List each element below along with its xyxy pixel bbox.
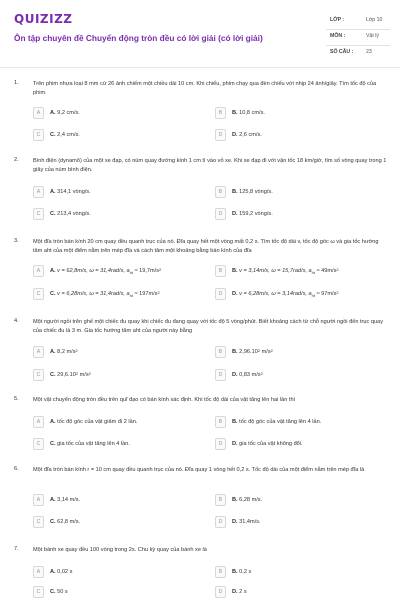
question-number: 7. [14,546,19,552]
page-header [0,0,400,68]
quizizz-logo: QUIZIZZ [14,12,73,26]
option-letter: C [33,208,44,220]
option-b[interactable]: B B. 6,28 m/s. [215,494,375,506]
option-letter: B [215,265,226,277]
question-text: Một đĩa tròn bán kính 20 cm quay đều quanh trục của nó. Đĩa quay hết một vòng mất 0,2 s. Tìm tốc độ dài v, tốc độ góc ω và gia tốc hướng tâm aht của một điểm nằm trên mép đĩa và cách tâm một khoảng bằng bán kính của đĩa [33,239,379,254]
option-text: 0,02 s [57,569,73,575]
option-d[interactable]: D D. 159,2 vòng/s. [215,208,375,220]
question-text: Một người ngồi trên ghế một chiếc đu quay khi chiếc đu đang quay với tốc độ 5 vòng/phút. Biết khoảng cách từ chỗ người ngồi đến trục quay của chiếc đu là 3 m. Gia tốc hướng tâm aht của người này bằng [33,319,383,334]
option-c[interactable]: C C. 213,4 vòng/s. [33,208,193,220]
question-text: Một đĩa tròn bán kính r = 10 cm quay đều quanh trục của nó. Đĩa quay 1 vòng hết 0,2 s. Tốc độ dài của một điểm nằm trên mép đĩa là [33,467,365,473]
option-text: v = 62,8m/s, ω = 31,4rad/s, a [57,268,130,274]
option-letter: C [33,516,44,528]
subject-field [326,30,390,44]
option-letter: A [33,566,44,578]
option-text: 125,8 vòng/s. [239,189,273,195]
class-field [326,14,390,28]
option-text: 3,14 m/s. [57,497,81,503]
option-letter: B [215,416,226,428]
option-letter: D [215,288,226,300]
option-letter: B [215,566,226,578]
option-letter: C [33,288,44,300]
subject-value: Vật lý [366,33,379,39]
option-d[interactable]: D D. gia tốc của vật không đổi. [215,438,375,450]
option-a[interactable]: A A. 8,2 $m/s^2$ [33,346,193,358]
option-letter: B [215,186,226,198]
option-b[interactable]: B B. tốc độ góc của vật tăng lên 4 lần. [215,416,375,428]
option-d[interactable]: D D. 2,6 cm/s. [215,129,375,141]
option-text: 6,28 m/s. [239,497,263,503]
option-b[interactable]: B B. 0,2 s [215,566,375,578]
option-letter: C [33,129,44,141]
question-number: 5. [14,396,19,402]
option-text: 2,4 cm/s. [57,132,80,138]
option-c[interactable]: C C. 50 s [33,586,193,598]
option-letter: A [33,186,44,198]
option-text: tốc độ góc của vật giảm đi 2 lần. [57,419,138,425]
option-text: 2,6 cm/s. [239,132,262,138]
option-c[interactable]: C C. 29,6.10$^2$ $m/s^2$ [33,369,193,381]
option-text: 9,2 cm/s. [57,110,80,116]
option-a[interactable]: A A. 3,14 m/s. [33,494,193,506]
option-text: 0,83 m/s [239,372,261,378]
option-c[interactable]: C C. 2,4 cm/s. [33,129,193,141]
option-letter: D [215,208,226,220]
question-count-label: SỐ CÂU : [330,49,354,55]
option-letter: C [33,586,44,598]
option-text: 62,8 m/s. [57,519,81,525]
option-text: 8,2 m/s [57,349,76,355]
option-b[interactable]: B B. 125,8 vòng/s. [215,186,375,198]
subject-label: MÔN : [330,33,346,39]
option-text: 2 s [239,589,247,595]
option-text: gia tốc của vật không đổi. [239,441,303,447]
option-text: v = 3,14m/s, ω = 15,7rad/s, a [239,268,312,274]
question-text: Trên phim nhựa loại 8 mm cứ 26 ảnh chiếm một chiều dài 10 cm. Khi chiếu, phim chạy qua đèn chiếu với nhịp 24 ảnh/giây. Tìm tốc độ của phim. [33,81,377,96]
option-letter: D [215,586,226,598]
option-text: v = 6,28m/s, ω = 31,4rad/s, a [57,291,130,297]
option-a[interactable]: A A. v = 62,8m/s, ω = 31,4rad/s, $a^{ht} \approx 19,7m/s^2$ [33,265,207,277]
option-a[interactable]: A A. 9,2 cm/s. [33,107,193,119]
option-b[interactable]: B B. v = 3,14m/s, ω = 15,7rad/s, $a^{ht} \approx 49m/s^2$ [215,265,389,277]
option-text: 213,4 vòng/s. [57,211,91,217]
option-letter: A [33,494,44,506]
question-number: 1. [14,80,19,86]
option-text: 159,2 vòng/s. [239,211,273,217]
option-d[interactable]: D D. 2 s [215,586,375,598]
option-letter: B [215,346,226,358]
option-letter: C [33,369,44,381]
question-count-value: 23 [366,49,372,55]
option-text: 10,8 cm/s. [239,110,265,116]
question-text: Một bánh xe quay đều 100 vòng trong 2s. Chu kỳ quay của bánh xe là [33,547,207,553]
option-text: 50 s [57,589,68,595]
option-letter: A [33,346,44,358]
option-letter: D [215,516,226,528]
option-c[interactable]: C C. gia tốc của vật tăng lên 4 lần. [33,438,193,450]
option-c[interactable]: C C. 62,8 m/s. [33,516,193,528]
option-d[interactable]: D D. 0,83 $m/s^2$ [215,369,375,381]
question-number: 6. [14,466,19,472]
class-label: LỚP : [330,17,345,23]
option-letter: D [215,369,226,381]
option-text: 0,2 s [239,569,252,575]
option-c[interactable]: C C. v = 6,28m/s, ω = 31,4rad/s, $a^{ht} \approx 197m/s^2$ [33,288,207,300]
document-title: Ôn tập chuyên đề Chuyển động tròn đều có lời giải (có lời giải) [14,33,263,43]
option-b[interactable]: B B. 10,8 cm/s. [215,107,375,119]
option-letter: A [33,107,44,119]
option-letter: D [215,129,226,141]
option-letter: D [215,438,226,450]
option-b[interactable]: B B. 2,96.10$^2$ $m/s^2$ [215,346,375,358]
option-letter: B [215,107,226,119]
question-number: 2. [14,157,19,163]
question-number: 4. [14,318,19,324]
option-letter: C [33,438,44,450]
option-d[interactable]: D D. v = 6,28m/s, ω = 3,14rad/s, $a^{ht} \approx 97m/s^2$ [215,288,389,300]
option-d[interactable]: D D. 31,4m/s. [215,516,375,528]
class-value: Lớp 10 [366,17,383,23]
option-text: 29,6.10 [57,372,76,378]
option-text: 31,4m/s. [239,519,261,525]
option-text: 314,1 vòng/s. [57,189,91,195]
option-a[interactable]: A A. 314,1 vòng/s. [33,186,193,198]
option-text: gia tốc của vật tăng lên 4 lần. [57,441,130,447]
option-a[interactable]: A A. tốc độ góc của vật giảm đi 2 lần. [33,416,193,428]
option-letter: A [33,265,44,277]
question-text: Bình điện (dynamô) của một xe đạp, có núm quay đường kính 1 cm tì vào vỏ xe. Khi xe đạp đi với vận tốc 18 km/giờ, tìm số vòng quay trong 1 giây của núm bình điện. [33,158,387,173]
option-text: v = 6,28m/s, ω = 3,14rad/s, a [239,291,312,297]
option-text: 2,96.10 [239,349,258,355]
question-count-field [326,46,390,60]
question-number: 3. [14,238,19,244]
question-text: Một vật chuyển động tròn đều trên quĩ đạo có bán kính xác định. Khi tốc độ dài của vật tăng lên hai lần thì [33,397,296,403]
option-a[interactable]: A A. 0,02 s [33,566,193,578]
option-letter: A [33,416,44,428]
option-letter: B [215,494,226,506]
option-text: tốc độ góc của vật tăng lên 4 lần. [239,419,322,425]
